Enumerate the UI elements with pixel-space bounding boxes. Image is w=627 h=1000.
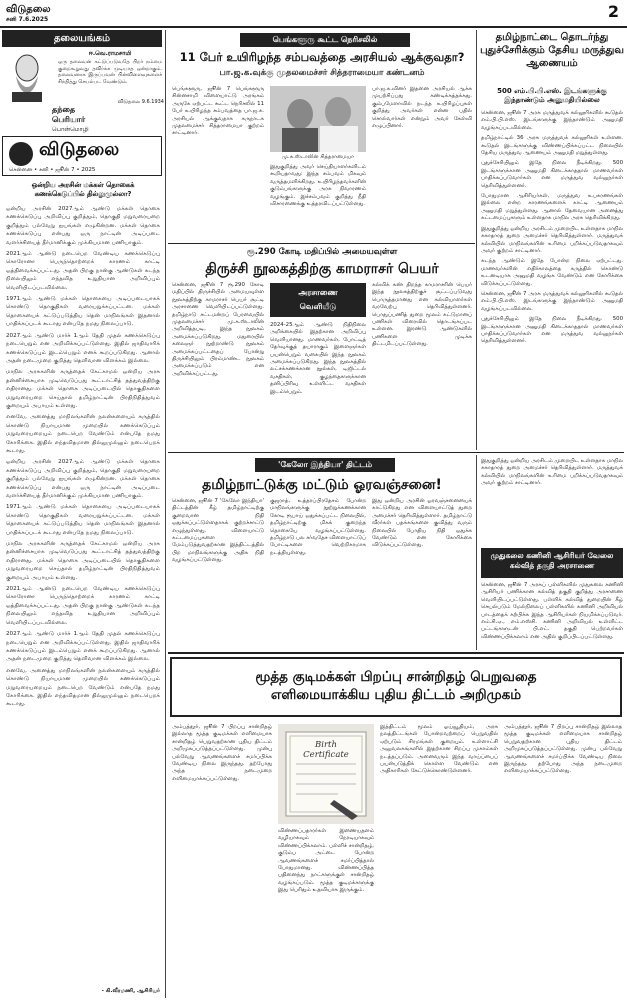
editorial-header: தலையங்கம் [2, 30, 162, 47]
logo-title: விடுதலை [39, 139, 120, 160]
periyar-quote: ஒரு தலைவன் கட்டுப்படுவதே பிறர் நம்மை குறைகூறுவது தவிர்க்க முடியாத ஒன்றாகும். தலைவனாக இருப்பவன் பின்விளைவுகளைச் சிந்தித்து செயல்பட வேண்டும். [58, 59, 162, 85]
editorial-para: மாநில அரசுகளின் கருத்தைக் கேட்காமல் ஒன்றிய அரசு தன்னிச்சையாக முடிவெடுப்பது கூட்டாட்சித் தத்துவத்திற்கு எதிரானது. மக்கள் தொகை அடிப்படையில் தொகுதிகளை மறுவரையறை செய்தால் தமிழ்நாட்டின் பிரதிநிதித்துவம் குறையும் அபாயம் உள்ளது. [6, 541, 160, 581]
masthead-name: விடுதலை [6, 4, 51, 15]
health-para: போதுமான ஆசிரியர்கள், மருத்துவ உபகரணங்கள் இல்லை என்ற காரணங்களைக் காட்டி ஆணையம் அனுமதி மறுத்துள்ளது. ஆனால் தேவையான அனைத்து கட்டமைப்புகளும் உள்ளதாக மாநில அரசு தெரிவிக்கிறது. [481, 193, 623, 222]
birth-col-3: இத்திட்டம் மூலம் ஓய்வூதியம், அரசு நலத்திட்டங்கள் போன்றவற்றைப் பெறுவதில் ஏற்படும் சிரமங்கள் குறையும். உள்ளாட்சி அலுவலகங்களில் இதற்கான சிறப்பு முகாம்கள் நடத்தப்படும். அனைவரும் இந்த வாய்ப்பைப் பயன்படுத்திக் கொள்ள வேண்டும் என அதிகாரிகள் கேட்டுக்கொண்டுள்ளனர். [380, 724, 498, 775]
logo-emblem [9, 142, 33, 166]
teacher-divider [476, 455, 477, 650]
order-label-2: வெளியீடு [299, 302, 337, 311]
health-para: சென்னை, ஜூன் 7 அரசு மருத்துவக் கல்லூரிகளில் கூடுதல் எம்.பி.பி.எஸ். இடங்களுக்கு இந்தாண்டும் அனுமதி வழங்கப்படவில்லை. [481, 110, 623, 131]
order-label-1: அரசாணை [298, 288, 338, 297]
khelo-headline: தமிழ்நாட்டுக்கு மட்டும் ஓரவஞ்சனை! [202, 477, 442, 493]
editorial-para: ஒன்றிய அரசின் 2027ஆம் ஆண்டு மக்கள் தொகை கணக்கெடுப்பு அறிவிப்பு குறித்தும், தொகுதி மறுவரையறை குறித்தும் பல்வேறு ஐயங்கள் எழுகின்றன. மக்கள் தொகை கணக்கெடுப்பு என்பது ஒரு நாட்டின் அடிப்படை வளர்ச்சியைத் தீர்மானிக்கும் முக்கியமான பணியாகும். [6, 459, 160, 499]
bangalore-body-2: இதுகுறித்து அவர் செய்தியாளர்களிடம் கூறியதாவது: இந்த சம்பவம் மிகவும் வருத்தமளிக்கிறது. உயிரிழந்தவர்களின் குடும்பங்களுக்கு அரசு நிவாரணம் வழங்கும். இச்சம்பவம் குறித்து நீதி விசாரணைக்கு உத்தரவிடப்பட்டுள்ளது. [270, 164, 366, 208]
editorial-body [6, 205, 160, 991]
birth-headline-2: எளிமையாக்கிய புதிய திட்டம் அறிமுகம் [270, 687, 522, 703]
thanthai-label-3: பொன்மொழி [52, 126, 89, 133]
teacher-headline-box [481, 548, 623, 578]
editorial-para: எனவே, அனைத்து மாநிலங்களின் நலன்களையும் கருத்தில் கொண்டு நியாயமான முறையில் கணக்கெடுப்பும் மறுவரையறையும் நடைபெற வேண்டும் என்பதே நமது கோரிக்கை. இதில் எந்தவிதமான தில்லுமுல்லும் நடைபெறக் கூடாது. [6, 414, 160, 454]
bangalore-subhead: பா.ஜ.க.வுக்கு முதலமைச்சர் சித்தராமையா கண்டனம் [219, 68, 425, 78]
editorial-para: மாநில அரசுகளின் கருத்தைக் கேட்காமல் ஒன்றிய அரசு தன்னிச்சையாக முடிவெடுப்பது கூட்டாட்சித் தத்துவத்திற்கு எதிரானது. மக்கள் தொகை அடிப்படையில் தொகுதிகளை மறுவரையறை செய்தால் தமிழ்நாட்டின் பிரதிநிதித்துவம் குறையும் அபாயம் உள்ளது. [6, 369, 160, 409]
library-col-2: 2024-25ஆம் ஆண்டு நிதிநிலை அறிக்கையில் இதற்கான அறிவிப்பு வெளியானது. மாணவர்கள், போட்டித் தேர்வுக்குத் தயாராகும் இளைஞர்கள் பயன்பெறும் வகையில் இந்த நூலகம் அமைக்கப்படுகிறது. இந்த நூலகத்தில் லட்சக்கணக்கான நூல்கள், டிஜிட்டல் வசதிகள், குழந்தைகளுக்கான தனிப்பிரிவு உள்ளிட்ட வசதிகள் இடம்பெறும். [270, 322, 366, 395]
birth-col-1: அம்பத்தூர், ஜூன் 7 பிறப்பு சான்றிதழ் இல்லாத மூத்த குடிமக்கள் எளிமையாக சான்றிதழ் பெறுவதற்கான புதிய திட்டம் அறிமுகப்படுத்தப்பட்டுள்ளது. முன்பு பல்வேறு ஆவணங்களைச் சமர்ப்பிக்க வேண்டிய நிலை இருந்தது. தற்போது அந்த நடைமுறை எளிமையாக்கப்பட்டுள்ளது. [172, 724, 272, 782]
health-para: சென்னை, ஜூன் 7 அரசு மருத்துவக் கல்லூரிகளில் கூடுதல் எம்.பி.பி.எஸ். இடங்களுக்கு இந்தாண்டும் அனுமதி வழங்கப்படவில்லை. [481, 290, 623, 312]
health-headline: தமிழ்நாட்டை தொடர்ந்து புதுச்சேரிக்கும் தேசிய மருத்துவ ஆணையம் [480, 32, 624, 69]
teacher-headline: முதுகலை கணினி ஆசிரியர் வேலை கல்வித் தகுதி அரசாணை [490, 551, 614, 570]
health-para: புதுச்சேரியிலும் இதே நிலை நீடிக்கிறது. 500 இடங்களுக்கான அனுமதி கிடைக்காததால் மாணவர்கள் பாதிக்கப்படுவார்கள் என மருத்துவ வல்லுநர்கள் தெரிவித்துள்ளனர். [481, 160, 623, 189]
khelo-col-2: குஜராத், உத்தரப்பிரதேசம் போன்ற மாநிலங்களுக்கு நூற்றுக்கணக்கான கோடி ரூபாய் ஒதுக்கப்பட்ட நிலையில், தமிழ்நாட்டிற்கு மிகக் குறைந்த தொகையே வழங்கப்பட்டுள்ளது. தமிழ்நாடு பல சர்வதேச விளையாட்டுப் போட்டிகளை வெற்றிகரமாக நடத்தியுள்ளது. [270, 498, 366, 556]
health-para: இதுகுறித்து ஒன்றிய அரசிடம் முறையிட உள்ளதாக மாநில சுகாதாரத் துறை அமைச்சர் தெரிவித்துள்ளார். மருத்துவக் கல்வியில் மாநிலங்களின் உரிமை பறிக்கப்படுவதாகவும் அவர் குற்றம் சாட்டினார். [481, 225, 623, 254]
health-subhead: 500 எம்.பி.பி.எஸ். இடங்களுக்கு இந்தாண்டும் அனுமதியில்லை [497, 87, 607, 104]
editorial-para: எனவே, அனைத்து மாநிலங்களின் நலன்களையும் கருத்தில் கொண்டு நியாயமான முறையில் கணக்கெடுப்பும் மறுவரையறையும் நடைபெற வேண்டும் என்பதே நமது கோரிக்கை. இதில் எந்தவிதமான தில்லுமுல்லும் நடைபெறக் கூடாது. [6, 667, 160, 708]
left-column-divider [165, 30, 166, 998]
editorial-para: ஒன்றிய அரசின் 2027ஆம் ஆண்டு மக்கள் தொகை கணக்கெடுப்பு அறிவிப்பு குறித்தும், தொகுதி மறுவரையறை குறித்தும் பல்வேறு ஐயங்கள் எழுகின்றன. மக்கள் தொகை கணக்கெடுப்பு என்பது ஒரு நாட்டின் அடிப்படை வளர்ச்சியைத் தீர்மானிக்கும் முக்கியமான பணியாகும். [6, 206, 160, 246]
birth-headline-1: மூத்த குடிமக்கள் பிறப்பு சான்றிதழ் பெறுவதை [255, 669, 537, 685]
khelo-col-1: சென்னை, ஜூன் 7 'கேலோ இந்தியா' திட்டத்தின் கீழ் தமிழ்நாட்டிற்கு குறைவான நிதி ஒதுக்கப்பட்டுள்ளதாகக் குற்றச்சாட்டு எழுந்துள்ளது. விளையாட்டு கட்டமைப்புகளை மேம்படுத்துவதற்கான இத்திட்டத்தில் பிற மாநிலங்களுக்கு அதிக நிதி வழங்கப்பட்டுள்ளது. [172, 498, 264, 564]
government-order-badge [270, 283, 366, 317]
birth-col-4: அம்பத்தூர், ஜூன் 7 பிறப்பு சான்றிதழ் இல்லாத மூத்த குடிமக்கள் எளிமையாக சான்றிதழ் பெறுவதற்கான புதிய திட்டம் அறிமுகப்படுத்தப்பட்டுள்ளது. முன்பு பல்வேறு ஆவணங்களைச் சமர்ப்பிக்க வேண்டிய நிலை இருந்தது. தற்போது அந்த நடைமுறை எளிமையாக்கப்பட்டுள்ளது. [504, 724, 622, 775]
library-col-3: கல்விக் கண் திறந்த காமராசரின் பெயர் இந்த நூலகத்திற்குச் சூட்டப்படுவது பொருத்தமானது என கல்வியாளர்கள் வரவேற்பு தெரிவித்துள்ளனர். பொதுப்பணித் துறை மூலம் கட்டுமானப் பணிகள் விரைவில் தொடங்கப்பட உள்ளன. இரண்டு ஆண்டுகளில் பணிகளை முடிக்க திட்டமிடப்பட்டுள்ளது. [372, 282, 472, 348]
health-para: புதுச்சேரியிலும் இதே நிலை நீடிக்கிறது. 500 இடங்களுக்கான அனுமதி கிடைக்காததால் மாணவர்கள் பாதிக்கப்படுவார்கள் என மருத்துவ வல்லுநர்கள் தெரிவித்துள்ளனர். [481, 316, 623, 345]
birth-col-2: விண்ணப்பதாரர்கள் இணையதளம் வழியாகவும் நேரடியாகவும் விண்ணப்பிக்கலாம். பள்ளிச் சான்றிதழ், குடும்ப அட்டை போன்ற ஆவணங்களைச் சமர்ப்பித்தால் போதுமானது. விண்ணப்பித்த பதினைந்து நாட்களுக்குள் சான்றிதழ் வழங்கப்படும். மூத்த குடிமக்களுக்கு இது பெரிதும் உதவியாக இருக்கும். [278, 828, 374, 894]
teacher-top-text: இதுகுறித்து ஒன்றிய அரசிடம் முறையிட உள்ளதாக மாநில சுகாதாரத் துறை அமைச்சர் தெரிவித்துள்ளார். மருத்துவக் கல்வியில் மாநிலங்களின் உரிமை பறிக்கப்படுவதாகவும் அவர் குற்றம் சாட்டினார். [481, 458, 623, 487]
editorial-para: 2027ஆம் ஆண்டு மார்ச் 1ஆம் தேதி முதல் கணக்கெடுப்பு நடைபெறும் என அறிவிக்கப்பட்டுள்ளது. இதில் ஜாதிவாரிக் கணக்கெடுப்பும் இடம்பெறும் எனக் கூறப்படுகிறது. ஆனால் அதன் நடைமுறை குறித்து தெளிவான விளக்கம் இல்லை. [6, 332, 160, 364]
thanthai-label-1: தந்தை [52, 105, 76, 114]
vidudhalai-logo [2, 136, 162, 176]
editorial-para: 1971ஆம் ஆண்டு மக்கள் தொகையை அடிப்படையாகக் கொண்டு தொகுதிகள் வரையறுக்கப்பட்டன. மக்கள் தொகையைக் கட்டுப்படுத்திய தென் மாநிலங்கள் இதனால் பாதிக்கப்படக் கூடாது என்பதே நமது நிலைப்பாடு. [6, 296, 160, 328]
page-number: 2 [607, 2, 619, 21]
health-para: கடந்த ஆண்டும் இதே போன்ற நிலை ஏற்பட்டது. மாணவர்களின் எதிர்காலத்தை கருத்தில் கொண்டு உடனடியாக அனுமதி வழங்க வேண்டும் என கோரிக்கை விடுக்கப்பட்டுள்ளது. [481, 258, 623, 287]
editorial-para: 1971ஆம் ஆண்டு மக்கள் தொகையை அடிப்படையாகக் கொண்டு தொகுதிகள் வரையறுக்கப்பட்டன. மக்கள் தொகையைக் கட்டுப்படுத்திய தென் மாநிலங்கள் இதனால் பாதிக்கப்படக் கூடாது என்பதே நமது நிலைப்பாடு. [6, 504, 160, 536]
editorial-signature: - கி.வீரமணி, ஆசிரியர் [101, 988, 160, 994]
bangalore-body-1: பெங்களூரு, ஜூன் 7 பெங்களூரு சின்னசாமி விளையாட்டு அரங்கம் அருகே ஏற்பட்ட கூட்ட நெரிசலில் 11 பேர் உயிரிழந்த சம்பவத்தை பா.ஜ.க. அரசியல் ஆக்குவதாக கருநாடக முதலமைச்சர் சித்தராமையா குற்றம் சாட்டினார். [172, 86, 264, 137]
bangalore-photo [270, 86, 366, 152]
masthead [0, 0, 627, 26]
masthead-date: சனி 7.6.2025 [6, 16, 49, 23]
bangalore-bottom-rule [168, 243, 475, 244]
library-headline: திருச்சி நூலகத்திற்கு காமராசர் பெயர் [205, 261, 439, 277]
portrait-name: ஈ.வெ.ராமசாமி [88, 50, 132, 57]
health-body [481, 110, 623, 450]
certificate-title: Birth Certificate [303, 740, 349, 760]
periyar-portrait [6, 50, 48, 102]
logo-subline: சென்னை • சனி • ஜூன் 7 • 2025 [9, 167, 96, 173]
editorial-title: ஒன்றிய அரசின் மக்கள் தொகைக் கணக்கெடுப்பில் தில்லுமுல்லா? [31, 181, 135, 198]
library-kicker: ரூ.290 கோடி மதிப்பில் அமையவுள்ள [246, 247, 398, 257]
khelo-col-3: இது ஒன்றிய அரசின் ஓரவஞ்சனையைக் காட்டுகிறது என விளையாட்டுத் துறை அமைச்சர் தெரிவித்துள்ளார். தமிழ்நாட்டு வீரர்கள் பதக்கங்களை குவித்து வரும் நிலையில் போதிய நிதி ஒதுக்க வேண்டும் என கோரிக்கை விடுக்கப்பட்டுள்ளது. [372, 498, 472, 549]
editorial-para: 2021ஆம் ஆண்டு நடைபெற வேண்டிய கணக்கெடுப்பு கொரோனா பெருந்தொற்றைக் காரணம் காட்டி ஒத்திவைக்கப்பட்டது. அதன் பிறகு நான்கு ஆண்டுகள் கடந்த நிலையிலும் எந்தவித உறுதியான அறிவிப்பும் வெளியிடப்படவில்லை. [6, 251, 160, 291]
library-bottom-rule [168, 452, 624, 453]
health-para: தமிழ்நாட்டில் 36 அரசு மருத்துவக் கல்லூரிகள் உள்ளன. கூடுதல் இடங்களுக்கு விண்ணப்பிக்கப்பட்ட நிலையில் தேசிய மருத்துவ ஆணையம் அனுமதி மறுத்துள்ளது. [481, 135, 623, 157]
teacher-body: சென்னை, ஜூன் 7 அரசுப் பள்ளிகளில் முதுகலை கணினி ஆசிரியர் பணிக்கான கல்வித் தகுதி குறித்து அரசாணை வெளியிடப்பட்டுள்ளது. பள்ளிக் கல்வித் துறையின் கீழ் செயல்படும் மேல்நிலைப் பள்ளிகளில் கணினி அறிவியல் பாடத்தைக் கற்பிக்க இந்த ஆசிரியர்கள் நியமிக்கப்படுவர். எம்.சி.ஏ., எம்.எஸ்சி. கணினி அறிவியல் உள்ளிட்ட பட்டங்களுடன் பி.எட். தகுதி பெற்றவர்கள் விண்ணப்பிக்கலாம் என அதில் குறிப்பிடப்பட்டுள்ளது. [481, 582, 623, 640]
quote-signature: விடுதலை 9.6.1934 [117, 99, 164, 105]
masthead-rule [0, 26, 627, 28]
birth-headline-box [170, 657, 622, 717]
bangalore-headline: 11 பேர் உயிரிழந்த சம்பவத்தை அரசியல் ஆக்குவதா? [179, 50, 465, 64]
right-column-divider [476, 30, 477, 450]
bangalore-kicker: பெங்களூரு கூட்ட நெரிசலில் [240, 33, 410, 47]
bangalore-body-3: பா.ஜ.க.வினர் இதனை அரசியல் ஆக்க முயற்சிப்பது கண்டிக்கத்தக்கது. கும்பமேளாவில் நடந்த உயிரிழப்புகள் குறித்து அவர்கள் என்ன பதில் சொல்வார்கள் என்றும் அவர் கேள்வி எழுப்பினார். [372, 86, 472, 130]
birth-top-rule [168, 652, 624, 654]
bangalore-photo-caption: மு.க.ஸ்டாலின் சித்தராமையா [282, 154, 354, 160]
thanthai-label-2: பெரியார் [52, 115, 86, 124]
library-col-1: சென்னை, ஜூன் 7 ரூ.290 கோடி மதிப்பில் திருச்சியில் அமையவுள்ள நூலகத்திற்கு காமராசர் பெயர் சூட்டி அரசாணை வெளியிடப்பட்டுள்ளது. தமிழ்நாடு சட்டமன்றப் பேரவையில் முதலமைச்சர் மு.க.ஸ்டாலின் அறிவித்தபடி, இந்த நூலகம் அமைக்கப்படுகிறது. மதுரையில் கலைஞர் நூற்றாண்டு நூலகம் அமைக்கப்பட்டதைப் போன்று திருச்சியிலும் பிரம்மாண்ட நூலகம் அமைக்கப்படும் என அறிவிக்கப்பட்டது. [172, 282, 264, 377]
editorial-para: 2027ஆம் ஆண்டு மார்ச் 1ஆம் தேதி முதல் கணக்கெடுப்பு நடைபெறும் என அறிவிக்கப்பட்டுள்ளது. இதில் ஜாதிவாரிக் கணக்கெடுப்பும் இடம்பெறும் எனக் கூறப்படுகிறது. ஆனால் அதன் நடைமுறை குறித்து தெளிவான விளக்கம் இல்லை. [6, 631, 160, 663]
khelo-kicker: 'கேலோ இந்தியா' திட்டம் [255, 458, 395, 472]
editorial-para: 2021ஆம் ஆண்டு நடைபெற வேண்டிய கணக்கெடுப்பு கொரோனா பெருந்தொற்றைக் காரணம் காட்டி ஒத்திவைக்கப்பட்டது. அதன் பிறகு நான்கு ஆண்டுகள் கடந்த நிலையிலும் எந்தவித உறுதியான அறிவிப்பும் வெளியிடப்படவில்லை. [6, 586, 160, 626]
birth-certificate-image [278, 724, 374, 824]
